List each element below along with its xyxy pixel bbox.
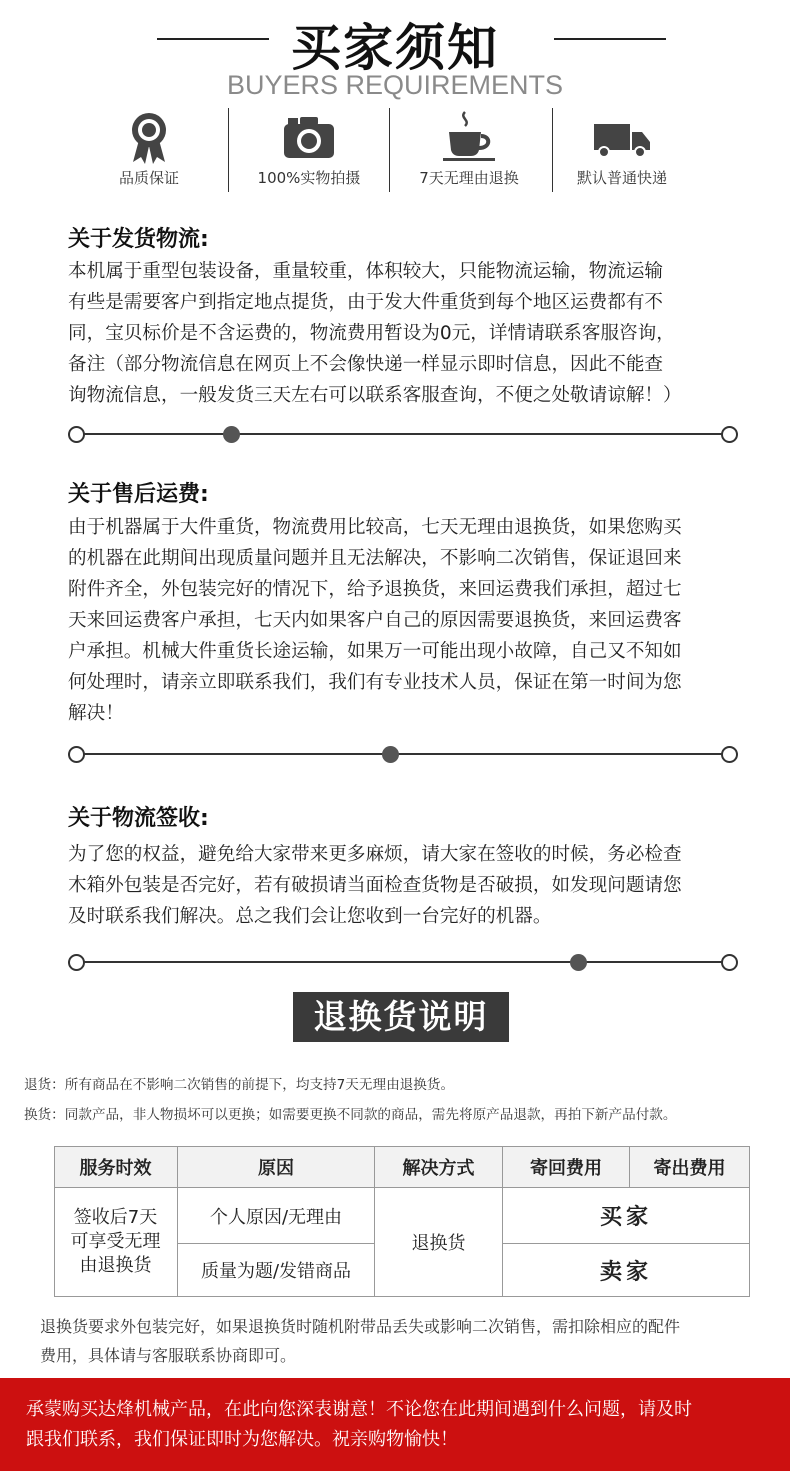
reason-cell: 质量为题/发错商品 [178,1244,375,1297]
text-line: 为了您的权益，避免给大家带来更多麻烦，请大家在签收的时候，务必检查 [68,844,682,865]
return-footnote [40,1312,770,1370]
shipping-title: 关于发货物流: [68,227,209,252]
text-line: 签收后7天 [73,1207,158,1228]
feature-label: 100%实物拍摄 [257,169,361,187]
section-divider [68,952,738,972]
table-header: 寄出费用 [630,1146,750,1188]
text-line: 跟我们联系，我们保证即时为您解决。祝亲购物愉快！ [26,1429,458,1450]
text-line: 承蒙购买达烽机械产品，在此向您深表谢意！不论您在此期间遇到什么问题，请及时 [26,1399,692,1420]
text-line: 同，宝贝标价是不含运费的，物流费用暂设为0元，详情请联系客服咨询， [68,323,675,344]
text-line: 可享受无理 [70,1231,161,1252]
thanks-banner [0,1378,790,1471]
feature-label: 品质保证 [118,169,179,187]
reason-cell: 个人原因/无理由 [178,1188,375,1244]
medal-icon [127,110,171,166]
payer-buyer-cell: 买家 [503,1188,750,1244]
section-divider [68,424,738,444]
receipt-body [68,839,748,932]
table-header: 寄回费用 [503,1146,630,1188]
aftersale-title: 关于售后运费: [68,482,209,507]
return-policy-table [54,1146,750,1297]
receipt-title: 关于物流签收: [68,806,209,831]
truck-icon [592,110,652,160]
solution-cell: 退换货 [375,1188,503,1297]
text-line: 备注（部分物流信息在网页上不会像快递一样显示即时信息，因此不能查 [68,354,664,375]
text-line: 附件齐全，外包装完好的情况下，给予退换货，来回运费我们承担，超过七 [68,579,682,600]
service-period-cell [54,1188,178,1297]
feature-label: 默认普通快递 [576,169,667,187]
text-line: 本机属于重型包装设备，重量较重，体积较大，只能物流运输，物流运输 [68,261,664,282]
feature-label: 7天无理由退换 [419,169,519,187]
aftersale-body [68,512,748,729]
text-line: 木箱外包装是否完好，若有破损请当面检查货物是否破损，如发现问题请您 [68,875,682,896]
text-line: 费用，具体请与客服联系协商即可。 [40,1346,297,1365]
payer-seller-cell: 卖家 [503,1244,750,1297]
table-header: 原因 [178,1146,375,1188]
feature-photos [229,110,389,192]
table-header: 服务时效 [54,1146,178,1188]
text-line: 询物流信息，一般发货三天左右可以联系客服查询，不便之处敬请谅解！） [68,385,682,406]
page-subtitle: BUYERS REQUIREMENTS [226,70,564,100]
text-line: 退换货要求外包装完好，如果退换货时随机附带品丢失或影响二次销售，需扣除相应的配件 [40,1317,681,1336]
exchange-note: 换货：同款产品，非人物损坏可以更换；如需要更换不同款的商品，需先将原产品退款，再拍下新产品付款。 [24,1107,677,1123]
feature-quality [69,110,229,192]
text-line: 及时联系我们解决。总之我们会让您收到一台完好的机器。 [68,906,552,927]
shipping-body [68,256,748,411]
text-line: 的机器在此期间出现质量问题并且无法解决，不影响二次销售，保证退回来 [68,548,682,569]
text-line: 何处理时，请亲立即联系我们，我们有专业技术人员，保证在第一时间为您 [68,672,682,693]
section-divider [68,744,738,764]
thanks-text [26,1395,776,1455]
text-line: 解决！ [68,703,124,724]
return-note: 退货：所有商品在不影响二次销售的前提下，均支持7天无理由退换货。 [24,1077,455,1093]
page-title: 买家须知 [291,19,499,77]
text-line: 有些是需要客户到指定地点提货，由于发大件重货到每个地区运费都有不 [68,292,664,313]
text-line: 由于机器属于大件重货，物流费用比较高，七天无理由退换货，如果您购买 [68,517,682,538]
feature-returns [389,110,549,192]
table-header: 解决方式 [375,1146,503,1188]
text-line: 户承担。机械大件重货长途运输，如果万一可能出现小故障，自己又不知如 [68,641,682,662]
return-policy-banner: 退换货说明 [293,992,509,1042]
coffee-cup-icon [441,110,497,164]
text-line: 由退换货 [79,1255,152,1276]
camera-icon [282,110,336,160]
text-line: 天来回运费客户承担，七天内如果客户自己的原因需要退换货，来回运费客 [68,610,682,631]
feature-delivery [542,110,702,192]
